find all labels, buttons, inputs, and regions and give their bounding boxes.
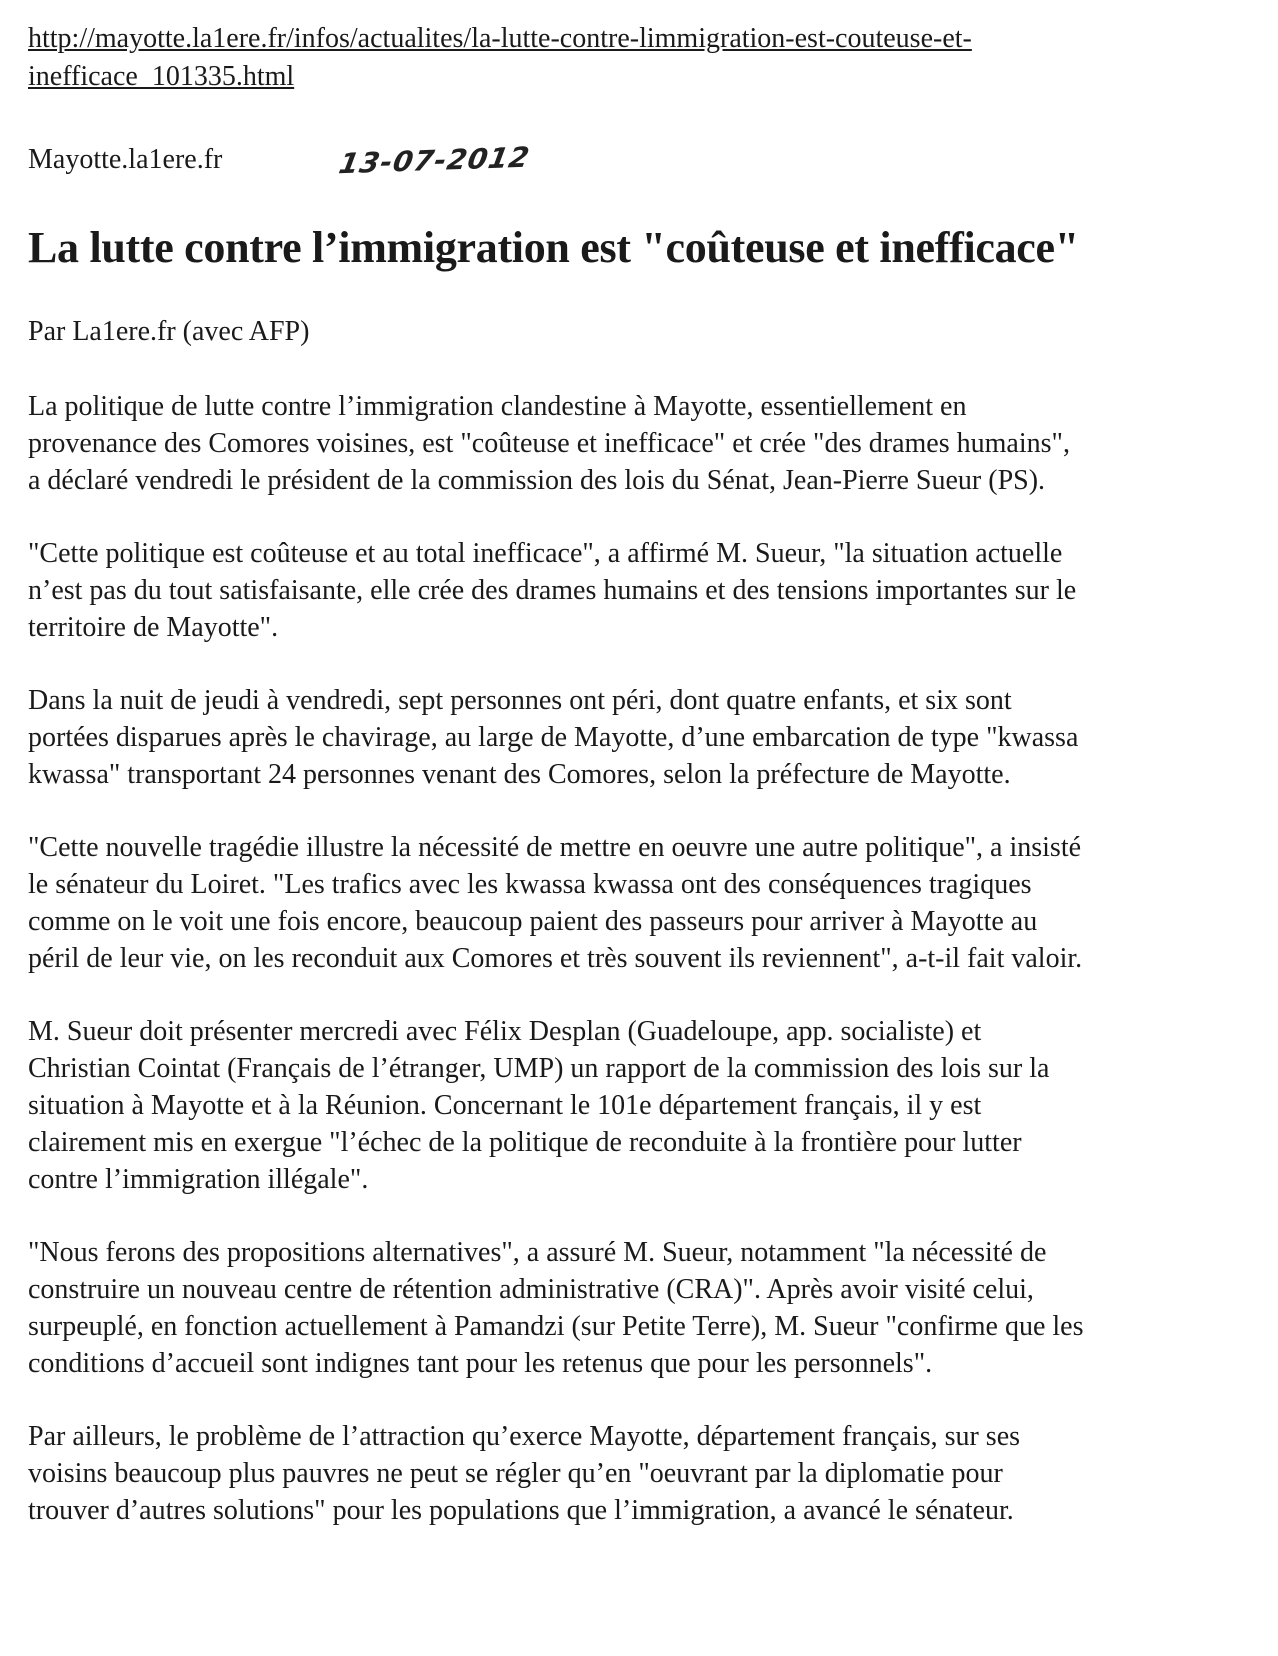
source-url-link[interactable]: http://mayotte.la1ere.fr/infos/actualites/la-lutte-contre-limmigration-est-couteuse-et- inefficace_101335.html (28, 23, 972, 92)
article-paragraph-5: M. Sueur doit présenter mercredi avec Félix Desplan (Guadeloupe, app. socialiste) et Christian Cointat (Français de l’étranger, UMP) un rapport de la commission des lois sur la situation à Mayotte et à la Réunion. Concernant le 101e département français, il y est clairement mis en exergue "l’échec de la politique de reconduite à la frontière pour lutter contre l’immigration illégale". (28, 1016, 1050, 1195)
scanned-page (28, 20, 1268, 1529)
article-paragraph-2: "Cette politique est coûteuse et au total inefficace", a affirmé M. Sueur, "la situation actuelle n’est pas du tout satisfaisante, elle crée des drames humains et des tensions importantes sur le territoire de Mayotte". (28, 538, 1077, 643)
article-paragraph-3: Dans la nuit de jeudi à vendredi, sept personnes ont péri, dont quatre enfants, et six sont portées disparues après le chavirage, au large de Mayotte, d’une embarcation de type "kwassa kwassa" transportant 24 personnes venant des Comores, selon la préfecture de Mayotte. (28, 685, 1079, 790)
article-paragraph-7: Par ailleurs, le problème de l’attraction qu’exerce Mayotte, département français, sur ses voisins beaucoup plus pauvres ne peut se régler qu’en "oeuvrant par la diplomatie pour trouver d’autres solutions" pour les populations que l’immigration, a avancé le sénateur. (28, 1421, 1021, 1526)
article-paragraph-6: "Nous ferons des propositions alternatives", a assuré M. Sueur, notamment "la nécessité de construire un nouveau centre de rétention administrative (CRA)". Après avoir visité celui, surpeuplé, en fonction actuellement à Pamandzi (sur Petite Terre), M. Sueur "confirme que les conditions d’accueil sont indignes tant pour les retenus que pour les personnels". (28, 1237, 1084, 1379)
handwritten-date: 13-07-2012 (336, 140, 533, 180)
article-title: La lutte contre l’immigration est "coûteuse et inefficace" (28, 223, 1079, 272)
article-paragraph-1: La politique de lutte contre l’immigration clandestine à Mayotte, essentiellement en provenance des Comores voisines, est "coûteuse et inefficace" et crée "des drames humains", a déclaré vendredi le président de la commission des lois du Sénat, Jean-Pierre Sueur (PS). (28, 391, 1070, 496)
source-line (28, 136, 1268, 184)
article-paragraph-4: "Cette nouvelle tragédie illustre la nécessité de mettre en oeuvre une autre politique", a insisté le sénateur du Loiret. "Les trafics avec les kwassa kwassa ont des conséquences tragiques comme on le voit une fois encore, beaucoup paient des passeurs pour arriver à Mayotte au péril de leur vie, on les reconduit aux Comores et très souvent ils reviennent", a-t-il fait valoir. (28, 832, 1083, 974)
article-body (28, 388, 1268, 1529)
site-name: Mayotte.la1ere.fr (28, 144, 223, 175)
article-byline: Par La1ere.fr (avec AFP) (28, 316, 310, 347)
